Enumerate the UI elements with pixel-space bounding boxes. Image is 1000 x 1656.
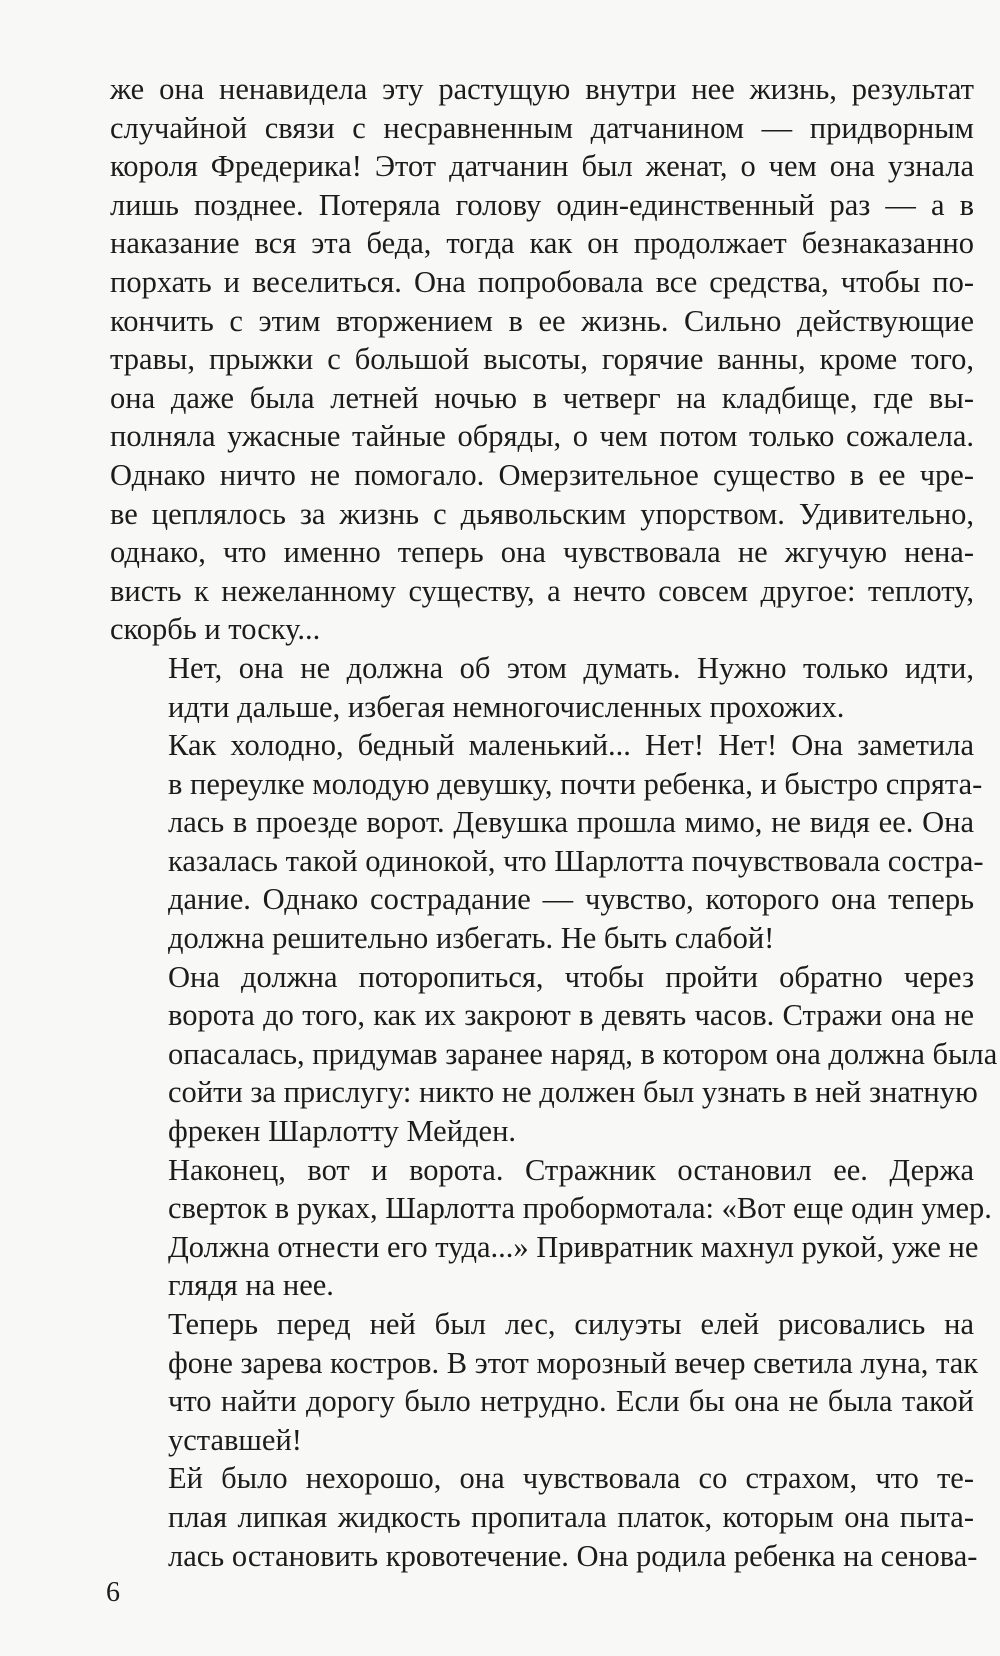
text-line: Нет, она не должна об этом думать. Нужно только идти, xyxy=(168,650,974,685)
text-line: фрекен Шарлотту Мейден. xyxy=(168,1114,517,1149)
text-line: сойти за прислугу: никто не должен был узнать в ней знатную xyxy=(168,1075,978,1110)
text-line: кончить с этим вторжением в ее жизнь. Сильно действующие xyxy=(110,303,974,338)
text-line: Она должна поторопиться, чтобы пройти обратно через xyxy=(168,959,974,994)
body-text xyxy=(110,70,998,1575)
text-line: ворота до того, как их закроют в девять часов. Стражи она не xyxy=(168,998,974,1033)
text-line: травы, прыжки с большой высоты, горячие ванны, кроме того, xyxy=(110,342,974,377)
text-line: случайной связи с несравненным датчанином — придворным xyxy=(110,110,974,145)
text-line: лась в проезде ворот. Девушка прошла мимо, не видя ее. Она xyxy=(168,805,974,840)
text-line: Однако ничто не помогало. Омерзительное существо в ее чре- xyxy=(110,457,974,492)
text-line: лась остановить кровотечение. Она родила ребенка на сенова- xyxy=(168,1538,978,1573)
paragraph xyxy=(110,1151,992,1305)
page-number: 6 xyxy=(106,1577,120,1608)
text-line: наказание вся эта беда, тогда как он продолжает безнаказанно xyxy=(110,226,974,261)
paragraph xyxy=(110,70,974,649)
text-line: Должна отнести его туда...» Привратник махнул рукой, уже не xyxy=(168,1229,979,1264)
text-line: короля Фредерика! Этот датчанин был женат, о чем она узнала xyxy=(110,149,974,184)
paragraph xyxy=(110,726,984,958)
text-line: плая липкая жидкость пропитала платок, которым она пыта- xyxy=(168,1499,974,1534)
text-line: скорбь и тоску... xyxy=(110,612,321,647)
paragraph xyxy=(110,958,998,1151)
text-line: в переулке молодую девушку, почти ребенка, и быстро спрята- xyxy=(168,766,983,801)
text-line: казалась такой одинокой, что Шарлотта почувствовала состра- xyxy=(168,843,984,878)
text-line: дание. Однако сострадание — чувство, которого она теперь xyxy=(168,882,974,917)
text-line: идти дальше, избегая немногочисленных прохожих. xyxy=(168,689,845,724)
text-line: фоне зарева костров. В этот морозный вечер светила луна, так xyxy=(168,1345,979,1380)
text-line: же она ненавидела эту растущую внутри нее жизнь, результат xyxy=(110,72,974,106)
text-line: Как холодно, бедный маленький... Нет! Нет! Она заметила xyxy=(168,728,974,763)
text-line: лишь позднее. Потеряла голову один-единственный раз — а в xyxy=(110,187,974,222)
paragraph xyxy=(110,1459,978,1575)
text-line: Ей было нехорошо, она чувствовала со страхом, что те- xyxy=(168,1461,974,1496)
text-line: полняла ужасные тайные обряды, о чем потом только сожалела. xyxy=(110,419,974,454)
text-line: Наконец, вот и ворота. Стражник остановил ее. Держа xyxy=(168,1152,974,1187)
paragraph xyxy=(110,1305,979,1459)
text-line: должна решительно избегать. Не быть слабой! xyxy=(168,921,775,956)
paragraph xyxy=(110,649,974,726)
text-line: сверток в руках, Шарлотта пробормотала: «Вот еще один умер. xyxy=(168,1191,992,1226)
text-line: висть к нежеланному существу, а нечто совсем другое: теплоту, xyxy=(110,573,974,608)
text-line: однако, что именно теперь она чувствовала не жгучую нена- xyxy=(110,535,974,570)
text-line: что найти дорогу было нетрудно. Если бы она не была такой xyxy=(168,1384,974,1419)
text-line: глядя на нее. xyxy=(168,1268,334,1303)
text-line: уставшей! xyxy=(168,1422,302,1457)
text-line: она даже была летней ночью в четверг на кладбище, где вы- xyxy=(110,380,974,415)
text-line: ве цеплялось за жизнь с дьявольским упорством. Удивительно, xyxy=(110,496,974,531)
text-line: опасалась, придумав заранее наряд, в котором она должна была xyxy=(168,1036,998,1071)
text-line: порхать и веселиться. Она попробовала все средства, чтобы по- xyxy=(110,264,974,299)
text-line: Теперь перед ней был лес, силуэты елей рисовались на xyxy=(168,1307,974,1341)
